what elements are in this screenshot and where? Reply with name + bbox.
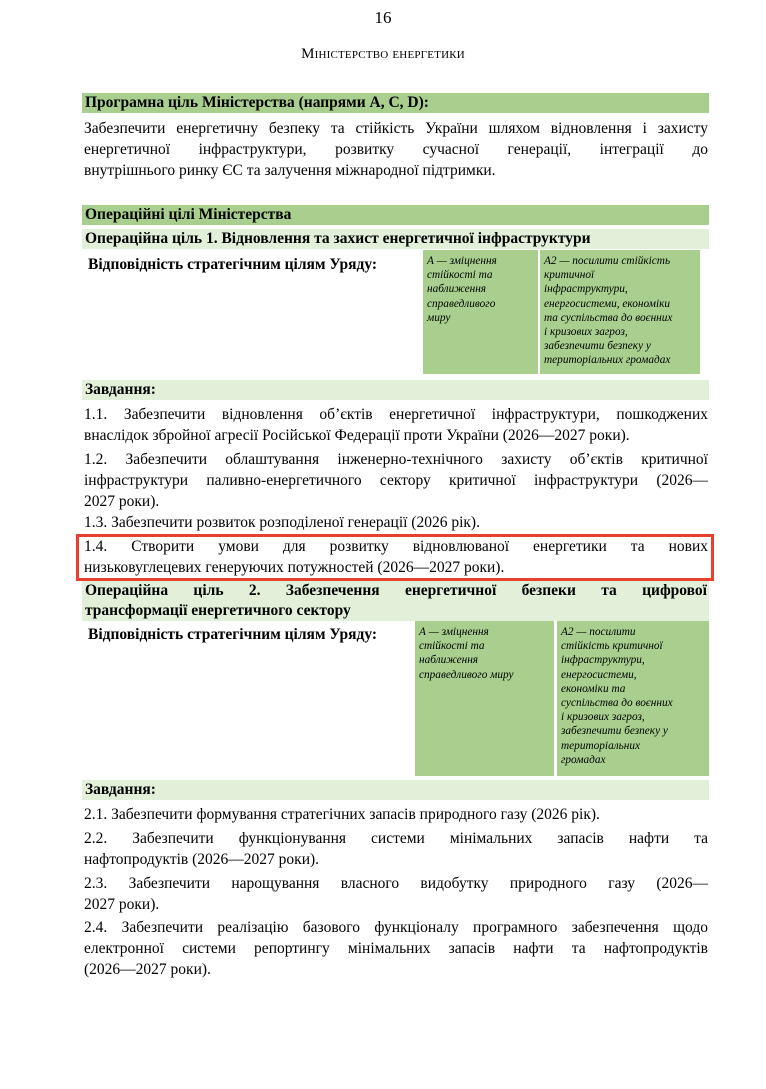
program-goal-text: Забезпечити енергетичну безпеку та стійкість України шляхом відновлення і захисту енергетичної інфраструктури, розвитку сучасної генерації, інтеграції до внутрішнього ринку ЄС та залучення міжнародної підтримки. (84, 120, 708, 179)
task-1-2: 1.2. Забезпечити облаштування інженерно-технічного захисту об’єктів критичної інфраструктури паливно-енергетичного сектору критичної інфраструктури (2026— 2027 роки). (84, 451, 708, 510)
task-1-4: 1.4. Створити умови для розвитку відновлюваної енергетики та нових низьковуглецевих генеруючих потужностей (2026—2027 роки). (84, 538, 708, 576)
task-2-1: 2.1. Забезпечити формування стратегічних запасів природного газу (2026 рік). (84, 806, 600, 823)
task-2-4: 2.4. Забезпечити реалізацію базового функціоналу програмного забезпечення щодо електронної системи репортингу мінімальних запасів нафти та нафтопродуктів (2026—2027 роки). (84, 919, 708, 978)
task-2-2: 2.2. Забезпечити функціонування системи мінімальних запасів нафти та нафтопродуктів (2026—2027 роки). (84, 830, 708, 868)
goal2-tasks-heading: Завдання: (82, 780, 709, 800)
goal1-cell-a: А — зміцнення стійкості та наближення справедливого миру (423, 250, 538, 374)
goal1-correspondence-label: Відповідність стратегічним цілям Уряду: (88, 256, 378, 273)
task-1-3: 1.3. Забезпечити розвиток розподіленої генерації (2026 рік). (84, 514, 480, 531)
goal2-cell-a2: А2 — посилити стійкість критичної інфраструктури, енергосистеми, економіки та суспільства до воєнних і кризових загроз, забезпечити безпеку у територіальних громадах (557, 621, 709, 776)
goal2-title: Операційна ціль 2. Забезпечення енергетичної безпеки та цифрової трансформації енергетичного сектору (82, 581, 709, 621)
goal2-correspondence-label: Відповідність стратегічним цілям Уряду: (88, 626, 378, 643)
ministry-header: Міністерство енергетики (301, 46, 465, 62)
program-goal-heading: Програмна ціль Міністерства (напрями A, C, D): (82, 93, 709, 113)
goal1-cell-a2: А2 — посилити стійкість критичної інфраструктури, енергосистеми, економіки та суспільства до воєнних і кризових загроз, забезпечити безпеку у територіальних громадах (540, 250, 700, 374)
goal1-title: Операційна ціль 1. Відновлення та захист енергетичної інфраструктури (82, 229, 709, 249)
task-1-4-highlight-box (76, 534, 714, 581)
task-1-1: 1.1. Забезпечити відновлення об’єктів енергетичної інфраструктури, пошкоджених внаслідок збройної агресії Російської Федерації проти України (2026—2027 роки). (84, 406, 708, 444)
operational-goals-heading: Операційні цілі Міністерства (82, 205, 709, 225)
goal1-tasks-heading: Завдання: (82, 380, 709, 400)
page-number: 16 (374, 8, 392, 27)
goal2-cell-a: А — зміцнення стійкості та наближення справедливого миру (415, 621, 554, 776)
task-2-3: 2.3. Забезпечити нарощування власного видобутку природного газу (2026— 2027 роки). (84, 875, 708, 913)
